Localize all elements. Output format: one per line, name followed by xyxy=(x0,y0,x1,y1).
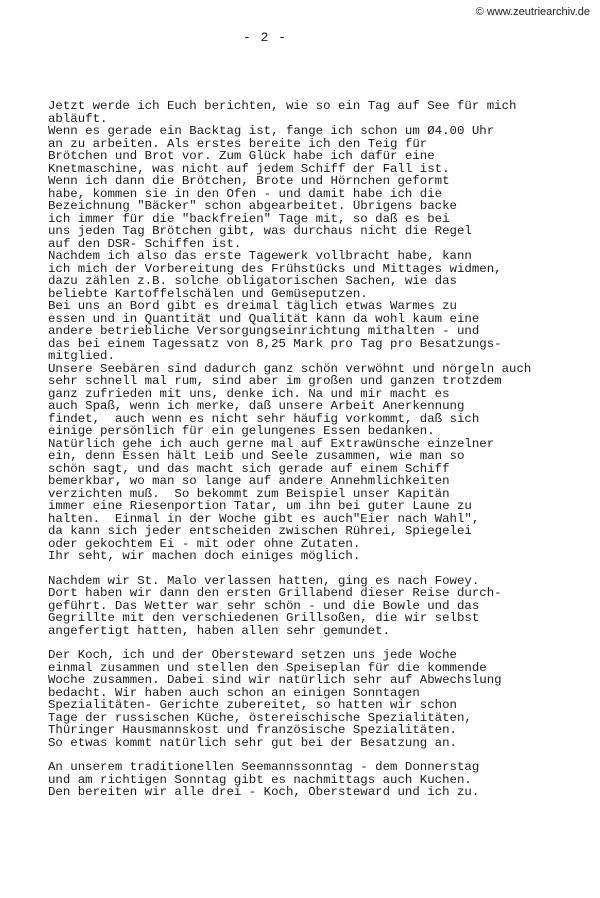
text-line: Knetmaschine, was nicht auf jedem Schiff der Fall ist. xyxy=(48,162,450,175)
text-line: Nachdem wir St. Malo verlassen hatten, ging es nach Fowey. xyxy=(48,574,480,587)
text-line: einige persönlich für ein gelungenes Essen bedanken. xyxy=(48,425,435,438)
text-line: Bei uns an Bord gibt es dreimal täglich etwas Warmes zu xyxy=(48,300,457,313)
text-line: ganz zufrieden mit uns, denke ich. Na und mir macht es xyxy=(48,387,450,400)
text-line: ich mich der Vorbereitung des Frühstücks und Mittages widmen, xyxy=(48,262,502,275)
text-line: ein, denn Essen hält Leib und Seele zusammen, wie man so xyxy=(48,450,465,463)
text-line: dazu zählen z.B. solche obligatorischen Sachen, wie das xyxy=(48,275,457,288)
text-line: habe, kommen sie in den Ofen - und damit habe ich die xyxy=(48,187,443,200)
text-line: Ihr seht, wir machen doch einiges möglich. xyxy=(48,550,361,563)
text-line: andere betriebliche Versorgungseinrichtung mithalten - und xyxy=(48,325,480,338)
text-line: Brötchen und Brot vor. Zum Glück habe ich dafür eine xyxy=(48,150,435,163)
text-line: Dort haben wir dann den ersten Grillabend dieser Reise durch- xyxy=(48,587,502,600)
text-line: auf den DSR- Schiffen ist. xyxy=(48,237,242,250)
paragraph xyxy=(48,100,593,563)
text-line: findet, auch wenn es nicht sehr häufig vorkommt, daß sich xyxy=(48,412,480,425)
text-line: bedacht. Wir haben auch schon an einigen Sonntagen xyxy=(48,686,420,699)
text-line: oder gekochtem Ei - mit oder ohne Zutaten. xyxy=(48,537,361,550)
text-line: So etwas kommt natürlich sehr gut bei der Besatzung an. xyxy=(48,736,457,749)
text-line: an zu arbeiten. Als erstes bereite ich den Teig für xyxy=(48,137,428,150)
archive-watermark: © www.zeutriearchiv.de xyxy=(475,6,590,18)
text-line: Nachdem ich also das erste Tagewerk vollbracht habe, kann xyxy=(48,250,472,263)
text-line: Unsere Seebären sind dadurch ganz schön verwöhnt und nörgeln auch xyxy=(48,362,532,375)
text-line: essen und in Quantität und Qualität kann da wohl kaum eine xyxy=(48,312,480,325)
text-line: und am richtigen Sonntag gibt es nachmittags auch Kuchen. xyxy=(48,773,472,786)
text-line: einmal zusammen und stellen den Speiseplan für die kommende xyxy=(48,661,487,674)
text-line: verzichten muß. So bekommt zum Beispiel unser Kapitän xyxy=(48,487,450,500)
document-body xyxy=(48,100,593,799)
text-line: Wenn ich dann die Brötchen, Brote und Hörnchen geformt xyxy=(48,175,450,188)
text-line: schön sagt, und das macht sich gerade auf einem Schiff xyxy=(48,462,450,475)
paragraph xyxy=(48,649,593,749)
text-line: ich immer für die "backfreien" Tage mit, so daß es bei xyxy=(48,212,450,225)
page-number: - 2 - xyxy=(242,30,287,45)
text-line: Wenn es gerade ein Backtag ist, fange ich schon um Ø4.00 Uhr xyxy=(48,125,495,138)
text-line: Der Koch, ich und der Obersteward setzen uns jede Woche xyxy=(48,649,457,662)
text-line: Den bereiten wir alle drei - Koch, Obersteward und ich zu. xyxy=(48,786,480,799)
text-line: beliebte Kartoffelschälen und Gemüseputzen. xyxy=(48,287,368,300)
text-line: geführt. Das Wetter war sehr schön - und die Bowle und das xyxy=(48,599,480,612)
text-line: halten. Einmal in der Woche gibt es auch"Eier nach Wahl", xyxy=(48,512,480,525)
text-line: Tage der russischen Küche, östereischische Spezialitäten, xyxy=(48,711,472,724)
text-line: Gegrillte mit den verschiedenen Grillsoßen, die wir selbst xyxy=(48,612,480,625)
text-line: angefertigt hatten, haben allen sehr gemundet. xyxy=(48,624,391,637)
text-line: bemerkbar, wo man so lange auf andere Annehmlichkeiten xyxy=(48,475,450,488)
text-line: uns jeden Tag Brötchen gibt, was durchaus nicht die Regel xyxy=(48,225,472,238)
text-line: Woche zusammen. Dabei sind wir natürlich sehr auf Abwechslung xyxy=(48,674,502,687)
text-line: das bei einem Tagessatz von 8,25 Mark pro Tag pro Besatzungs- xyxy=(48,337,502,350)
text-line: Spezialitäten- Gerichte zubereitet, so hatten wir schon xyxy=(48,699,457,712)
text-line: Thüringer Hausmannskost und französische Spezialitäten. xyxy=(48,724,457,737)
text-line: Bezeichnung "Bäcker" schon abgearbeitet. Übrigens backe xyxy=(48,200,457,213)
text-line: immer eine Riesenportion Tatar, um ihn bei guter Laune zu xyxy=(48,500,472,513)
text-line: da kann sich jeder entscheiden zwischen Rührei, Spiegelei xyxy=(48,525,472,538)
text-line: An unserem traditionellen Seemannssonntag - dem Donnerstag xyxy=(48,761,480,774)
text-line: Natürlich gehe ich auch gerne mal auf Extrawünsche einzelner xyxy=(48,437,495,450)
text-line: sehr schnell mal rum, sind aber im großen und ganzen trotzdem xyxy=(48,375,502,388)
text-line: mitglied. xyxy=(48,350,115,363)
text-line: auch Spaß, wenn ich merke, daß unsere Arbeit Anerkennung xyxy=(48,400,465,413)
text-line: abläuft. xyxy=(48,112,108,125)
text-line: Jetzt werde ich Euch berichten, wie so ein Tag auf See für mich xyxy=(48,100,517,113)
paragraph xyxy=(48,575,593,638)
paragraph xyxy=(48,761,593,799)
